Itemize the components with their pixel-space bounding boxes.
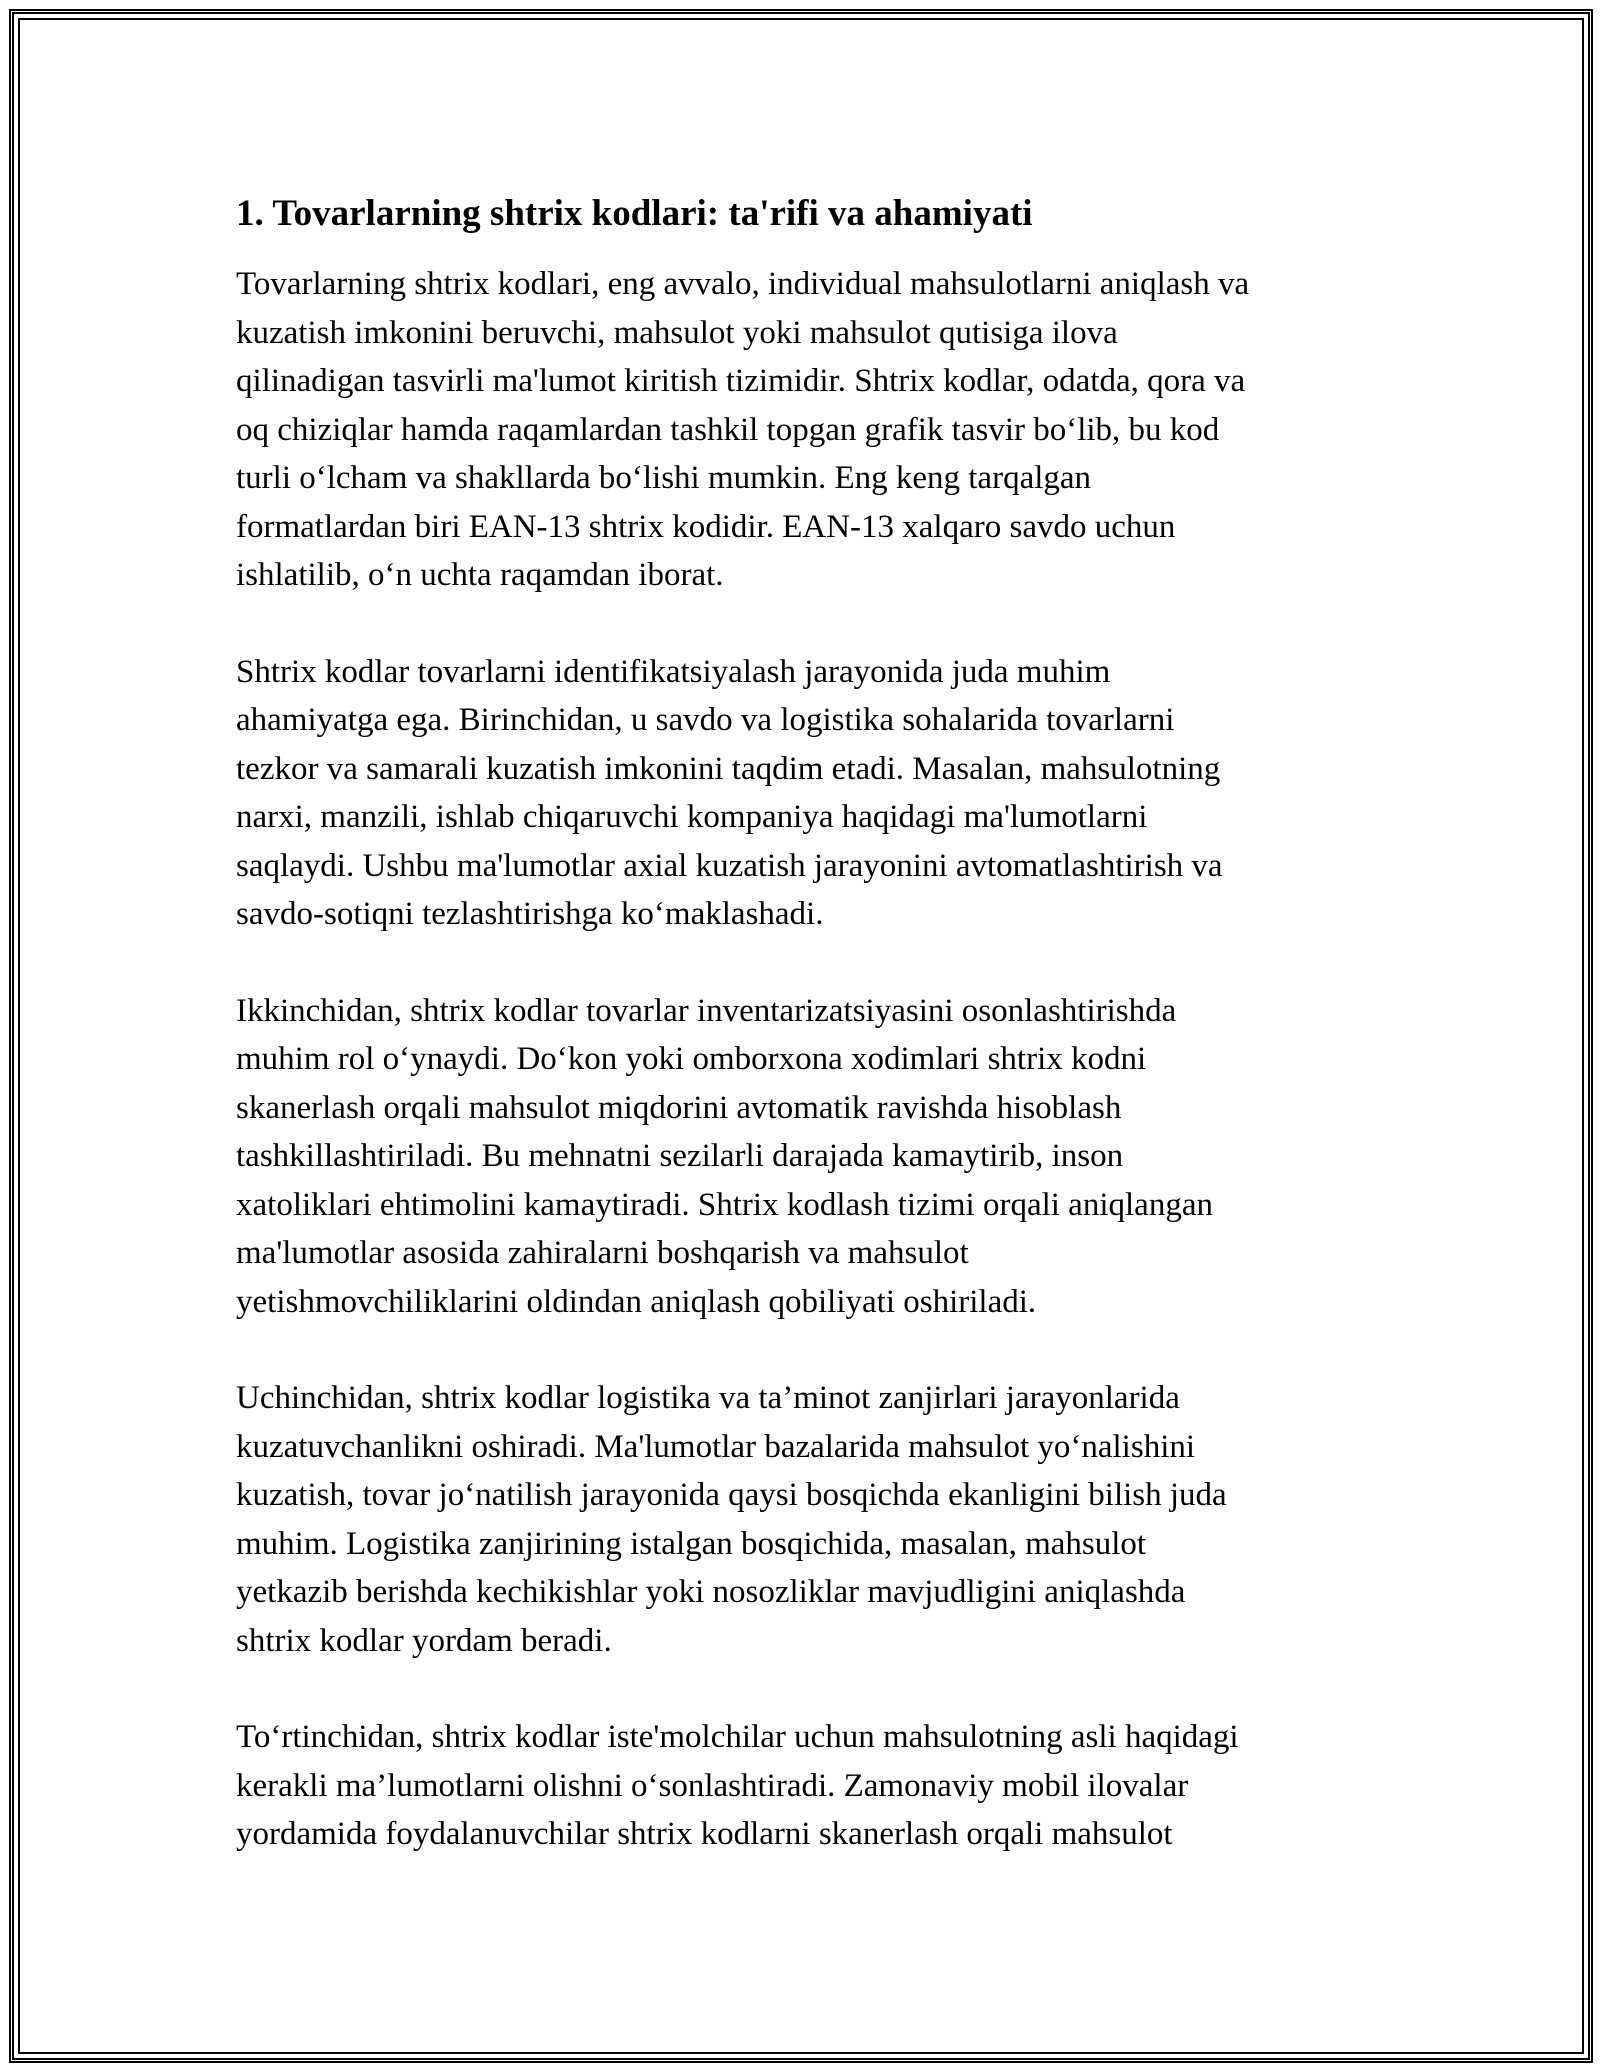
text-line: saqlaydi. Ushbu ma'lumotlar axial kuzatish jarayonini avtomatlashtirish va xyxy=(236,847,1223,884)
paragraph-4 xyxy=(236,1374,1376,1665)
text-line: yetkazib berishda kechikishlar yoki nosozliklar mavjudligini aniqlashda xyxy=(236,1574,1186,1610)
text-line: Uchinchidan, shtrix kodlar logistika va ta’minot zanjirlari jarayonlarida xyxy=(236,1380,1180,1416)
text-line: tashkillashtiriladi. Bu mehnatni sezilarli darajada kamaytirib, inson xyxy=(236,1138,1124,1174)
text-line: Ikkinchidan, shtrix kodlar tovarlar inventarizatsiyasini osonlashtirishda xyxy=(236,992,1177,1029)
text-line: shtrix kodlar yordam beradi. xyxy=(236,1622,612,1659)
text-line: To‘rtinchidan, shtrix kodlar iste'molchilar uchun mahsulotning asli haqidagi xyxy=(236,1719,1239,1755)
text-line: skanerlash orqali mahsulot miqdorini avtomatik ravishda hisoblash xyxy=(236,1089,1122,1126)
text-line: oq chiziqlar hamda raqamlardan tashkil topgan grafik tasvir bo‘lib, bu kod xyxy=(236,411,1220,448)
text-line: kuzatish imkonini beruvchi, mahsulot yoki mahsulot qutisiga ilova xyxy=(236,314,1118,351)
text-line: Shtrix kodlar tovarlarni identifikatsiyalash jarayonida juda muhim xyxy=(236,653,1111,690)
text-line: Tovarlarning shtrix kodlari, eng avvalo, individual mahsulotlarni aniqlash va xyxy=(236,266,1250,302)
text-line: kuzatuvchanlikni oshiradi. Ma'lumotlar bazalarida mahsulot yo‘nalishini xyxy=(236,1428,1196,1465)
section-heading: 1. Tovarlarning shtrix kodlari: ta'rifi va ahamiyati xyxy=(236,193,1033,234)
text-line: yetishmovchiliklarini oldindan aniqlash qobiliyati oshiriladi. xyxy=(236,1283,1037,1320)
document-body xyxy=(236,190,1376,1907)
text-line: tezkor va samarali kuzatish imkonini taqdim etadi. Masalan, mahsulotning xyxy=(236,750,1221,787)
paragraph-2 xyxy=(236,648,1376,939)
text-line: yordamida foydalanuvchilar shtrix kodlarni skanerlash orqali mahsulot xyxy=(236,1816,1173,1852)
text-line: turli o‘lcham va shakllarda bo‘lishi mumkin. Eng keng tarqalgan xyxy=(236,460,1092,496)
text-line: kerakli ma’lumotlarni olishni o‘sonlashtiradi. Zamonaviy mobil ilovalar xyxy=(236,1767,1189,1804)
paragraph-1 xyxy=(236,260,1376,600)
paragraph-5 xyxy=(236,1713,1376,1859)
text-line: savdo-sotiqni tezlashtirishga ko‘maklashadi. xyxy=(236,896,824,932)
text-line: narxi, manzili, ishlab chiqaruvchi kompaniya haqidagi ma'lumotlarni xyxy=(236,799,1148,835)
text-line: qilinadigan tasvirli ma'lumot kiritish tizimidir. Shtrix kodlar, odatda, qora va xyxy=(236,363,1246,399)
text-line: kuzatish, tovar jo‘natilish jarayonida qaysi bosqichda ekanligini bilish juda xyxy=(236,1477,1227,1513)
text-line: ma'lumotlar asosida zahiralarni boshqarish va mahsulot xyxy=(236,1235,969,1271)
paragraph-3 xyxy=(236,987,1376,1327)
text-line: ishlatilib, o‘n uchta raqamdan iborat. xyxy=(236,557,724,593)
text-line: muhim. Logistika zanjirining istalgan bosqichida, masalan, mahsulot xyxy=(236,1525,1147,1562)
text-line: formatlardan biri EAN-13 shtrix kodidir. EAN-13 xalqaro savdo uchun xyxy=(236,508,1176,545)
text-line: muhim rol o‘ynaydi. Do‘kon yoki omborxona xodimlari shtrix kodni xyxy=(236,1041,1147,1077)
text-line: xatoliklari ehtimolini kamaytiradi. Shtrix kodlash tizimi orqali aniqlangan xyxy=(236,1186,1213,1223)
text-line: ahamiyatga ega. Birinchidan, u savdo va logistika sohalarida tovarlarni xyxy=(236,702,1175,738)
